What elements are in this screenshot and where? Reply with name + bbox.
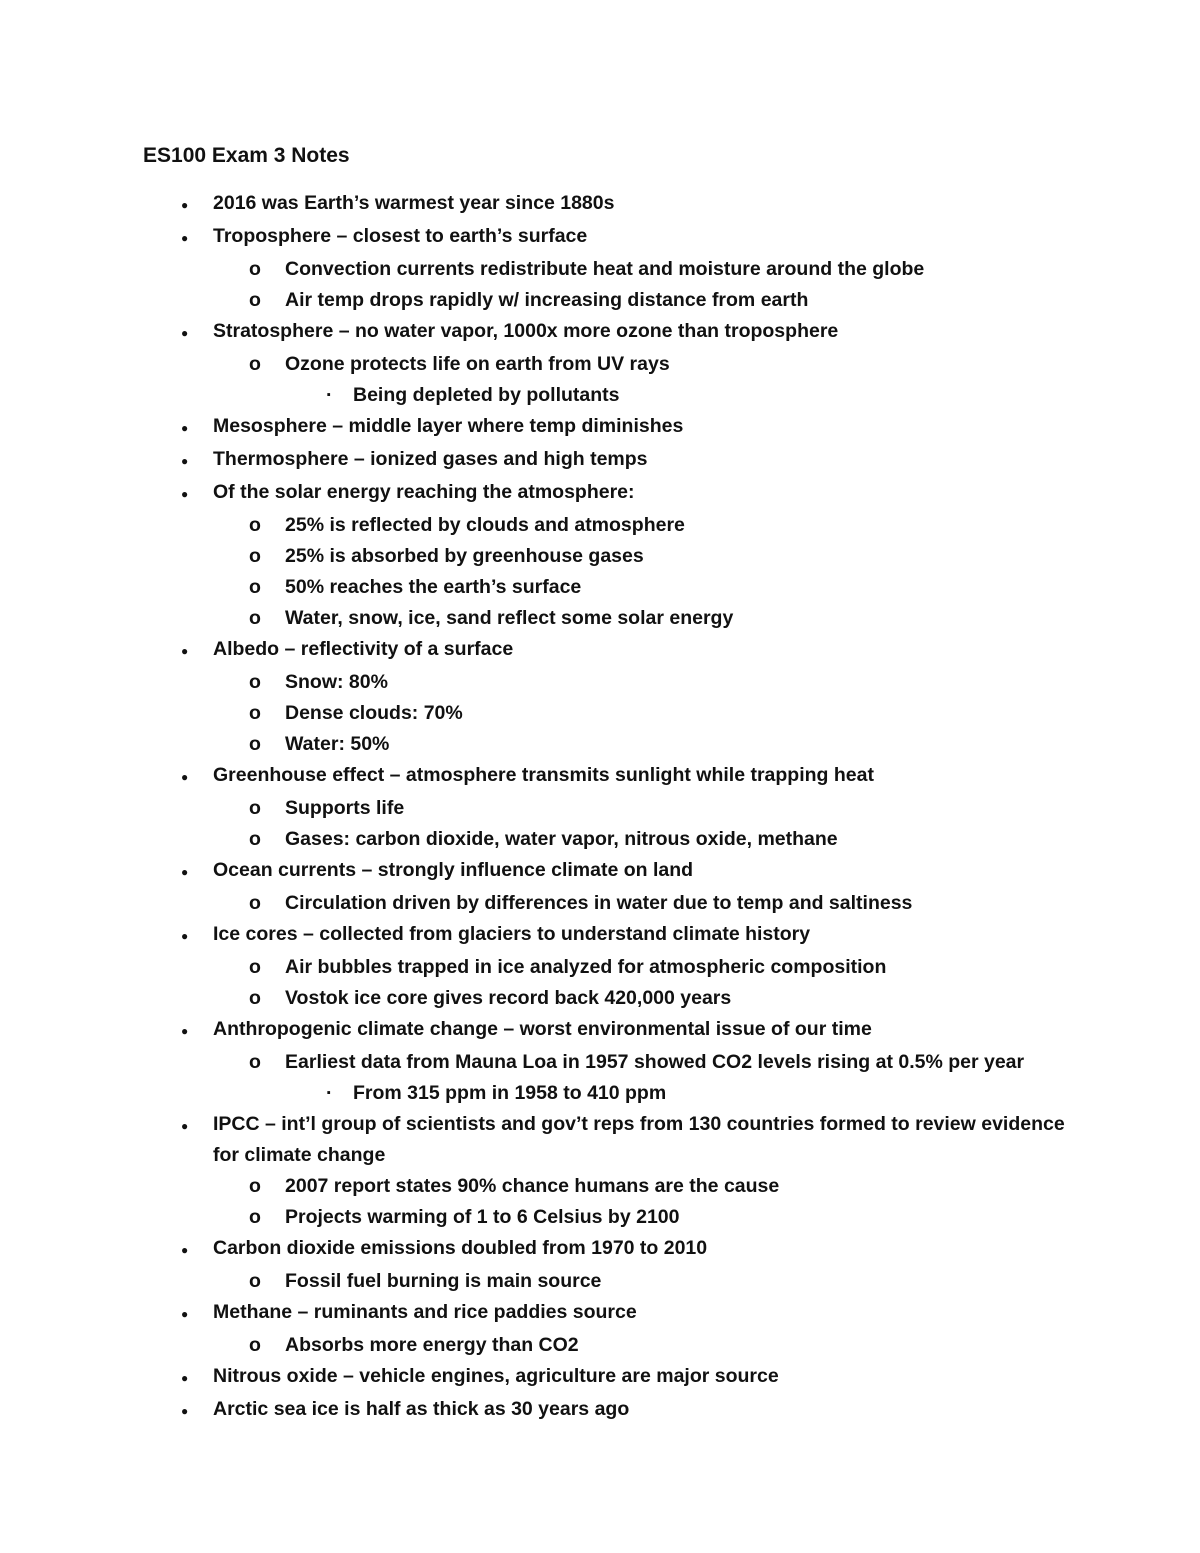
list-item (0, 888, 1200, 919)
bullet-icon: ● (181, 1024, 189, 1038)
list-item-text: Convection currents redistribute heat and moisture around the globe (285, 258, 925, 280)
bullet-icon: ● (181, 1307, 189, 1321)
list-item-text: Circulation driven by differences in water due to temp and saltiness (285, 892, 913, 914)
list-item-text: Ozone protects life on earth from UV rays (285, 353, 670, 375)
list-item (0, 411, 1200, 444)
list-item (0, 1233, 1200, 1266)
list-item-text: From 315 ppm in 1958 to 410 ppm (353, 1082, 667, 1104)
list-item (0, 824, 1200, 855)
circle-bullet-icon: o (249, 576, 261, 598)
list-item-text: Projects warming of 1 to 6 Celsius by 2100 (285, 1206, 680, 1228)
circle-bullet-icon: o (249, 828, 261, 850)
list-item-text: Water, snow, ice, sand reflect some solar energy (285, 607, 734, 629)
list-item-text: Fossil fuel burning is main source (285, 1270, 602, 1292)
list-item (0, 1047, 1200, 1078)
list-item (0, 477, 1200, 510)
bullet-icon: ● (181, 1243, 189, 1257)
list-item (0, 349, 1200, 380)
circle-bullet-icon: o (249, 733, 261, 755)
list-item (0, 667, 1200, 698)
page-title: ES100 Exam 3 Notes (143, 144, 350, 167)
circle-bullet-icon: o (249, 1334, 261, 1356)
list-item (0, 634, 1200, 667)
list-item (0, 1266, 1200, 1297)
list-item (0, 603, 1200, 634)
list-item (0, 1394, 1200, 1427)
list-item-text: Earliest data from Mauna Loa in 1957 showed CO2 levels rising at 0.5% per year (285, 1051, 1025, 1073)
list-item (0, 541, 1200, 572)
circle-bullet-icon: o (249, 702, 261, 724)
list-item (0, 1014, 1200, 1047)
list-item-text: Methane – ruminants and rice paddies source (213, 1301, 637, 1323)
circle-bullet-icon: o (249, 797, 261, 819)
list-item (0, 855, 1200, 888)
circle-bullet-icon: o (249, 353, 261, 375)
bullet-icon: ● (181, 644, 189, 658)
list-item (0, 760, 1200, 793)
bullet-icon: ● (181, 487, 189, 501)
list-item (0, 793, 1200, 824)
list-item (0, 444, 1200, 477)
list-item-text: Ice cores – collected from glaciers to understand climate history (213, 923, 811, 945)
circle-bullet-icon: o (249, 1051, 261, 1073)
list-item-text: 25% is reflected by clouds and atmosphere (285, 514, 685, 536)
dot-bullet-icon: · (326, 384, 333, 406)
list-item-text: 50% reaches the earth’s surface (285, 576, 582, 598)
bullet-icon: ● (181, 1404, 189, 1418)
circle-bullet-icon: o (249, 956, 261, 978)
list-item (0, 572, 1200, 603)
circle-bullet-icon: o (249, 514, 261, 536)
list-item-text: Mesosphere – middle layer where temp diminishes (213, 415, 684, 437)
list-item-text: Carbon dioxide emissions doubled from 1970 to 2010 (213, 1237, 708, 1259)
bullet-icon: ● (181, 1119, 189, 1133)
list-item (0, 983, 1200, 1014)
circle-bullet-icon: o (249, 258, 261, 280)
list-item-text: Ocean currents – strongly influence climate on land (213, 859, 694, 881)
circle-bullet-icon: o (249, 289, 261, 311)
list-item-text: Gases: carbon dioxide, water vapor, nitrous oxide, methane (285, 828, 838, 850)
bullet-icon: ● (181, 454, 189, 468)
list-item-text: Arctic sea ice is half as thick as 30 years ago (213, 1398, 630, 1420)
list-item-text: Of the solar energy reaching the atmosphere: (213, 481, 635, 503)
circle-bullet-icon: o (249, 1270, 261, 1292)
bullet-icon: ● (181, 198, 189, 212)
list-item-text: Anthropogenic climate change – worst environmental issue of our time (213, 1018, 872, 1040)
list-item-text: 25% is absorbed by greenhouse gases (285, 545, 644, 567)
dot-bullet-icon: · (326, 1082, 333, 1104)
list-item-text: Albedo – reflectivity of a surface (213, 638, 514, 660)
circle-bullet-icon: o (249, 545, 261, 567)
list-item (0, 1078, 1200, 1109)
bullet-icon: ● (181, 770, 189, 784)
list-item-text: Stratosphere – no water vapor, 1000x more ozone than troposphere (213, 320, 839, 342)
list-item (0, 1330, 1200, 1361)
bullet-icon: ● (181, 929, 189, 943)
list-item (0, 1109, 1200, 1171)
list-item (0, 952, 1200, 983)
list-item-text: Vostok ice core gives record back 420,000 years (285, 987, 732, 1009)
list-item-text: Nitrous oxide – vehicle engines, agriculture are major source (213, 1365, 779, 1387)
bullet-icon: ● (181, 326, 189, 340)
list-item (0, 698, 1200, 729)
list-item-text: IPCC – int’l group of scientists and gov’t reps from 130 countries formed to review evidence for climate change (213, 1113, 1065, 1166)
list-item (0, 188, 1200, 221)
list-item-text: Greenhouse effect – atmosphere transmits sunlight while trapping heat (213, 764, 874, 786)
bullet-icon: ● (181, 231, 189, 245)
circle-bullet-icon: o (249, 1175, 261, 1197)
list-item (0, 316, 1200, 349)
list-item (0, 1297, 1200, 1330)
list-item (0, 919, 1200, 952)
list-item (0, 1171, 1200, 1202)
bullet-icon: ● (181, 1371, 189, 1385)
list-item-text: Absorbs more energy than CO2 (285, 1334, 579, 1356)
list-item (0, 254, 1200, 285)
list-item-text: Air temp drops rapidly w/ increasing distance from earth (285, 289, 809, 311)
list-item-text: 2016 was Earth’s warmest year since 1880s (213, 192, 615, 214)
list-item (0, 1202, 1200, 1233)
list-item (0, 510, 1200, 541)
list-item (0, 1361, 1200, 1394)
list-item (0, 729, 1200, 760)
list-item-text: Dense clouds: 70% (285, 702, 463, 724)
list-item-text: Thermosphere – ionized gases and high temps (213, 448, 648, 470)
list-item (0, 380, 1200, 411)
circle-bullet-icon: o (249, 607, 261, 629)
circle-bullet-icon: o (249, 987, 261, 1009)
circle-bullet-icon: o (249, 671, 261, 693)
list-item (0, 221, 1200, 254)
list-item-text: Being depleted by pollutants (353, 384, 620, 406)
bullet-icon: ● (181, 865, 189, 879)
list-item-text: Supports life (285, 797, 405, 819)
list-item-text: Snow: 80% (285, 671, 388, 693)
list-item-text: 2007 report states 90% chance humans are the cause (285, 1175, 780, 1197)
bullet-icon: ● (181, 421, 189, 435)
circle-bullet-icon: o (249, 892, 261, 914)
list-item-text: Air bubbles trapped in ice analyzed for atmospheric composition (285, 956, 887, 978)
list-item-text: Water: 50% (285, 733, 390, 755)
list-item (0, 285, 1200, 316)
list-item-text: Troposphere – closest to earth’s surface (213, 225, 588, 247)
circle-bullet-icon: o (249, 1206, 261, 1228)
notes-list (0, 188, 1200, 1427)
